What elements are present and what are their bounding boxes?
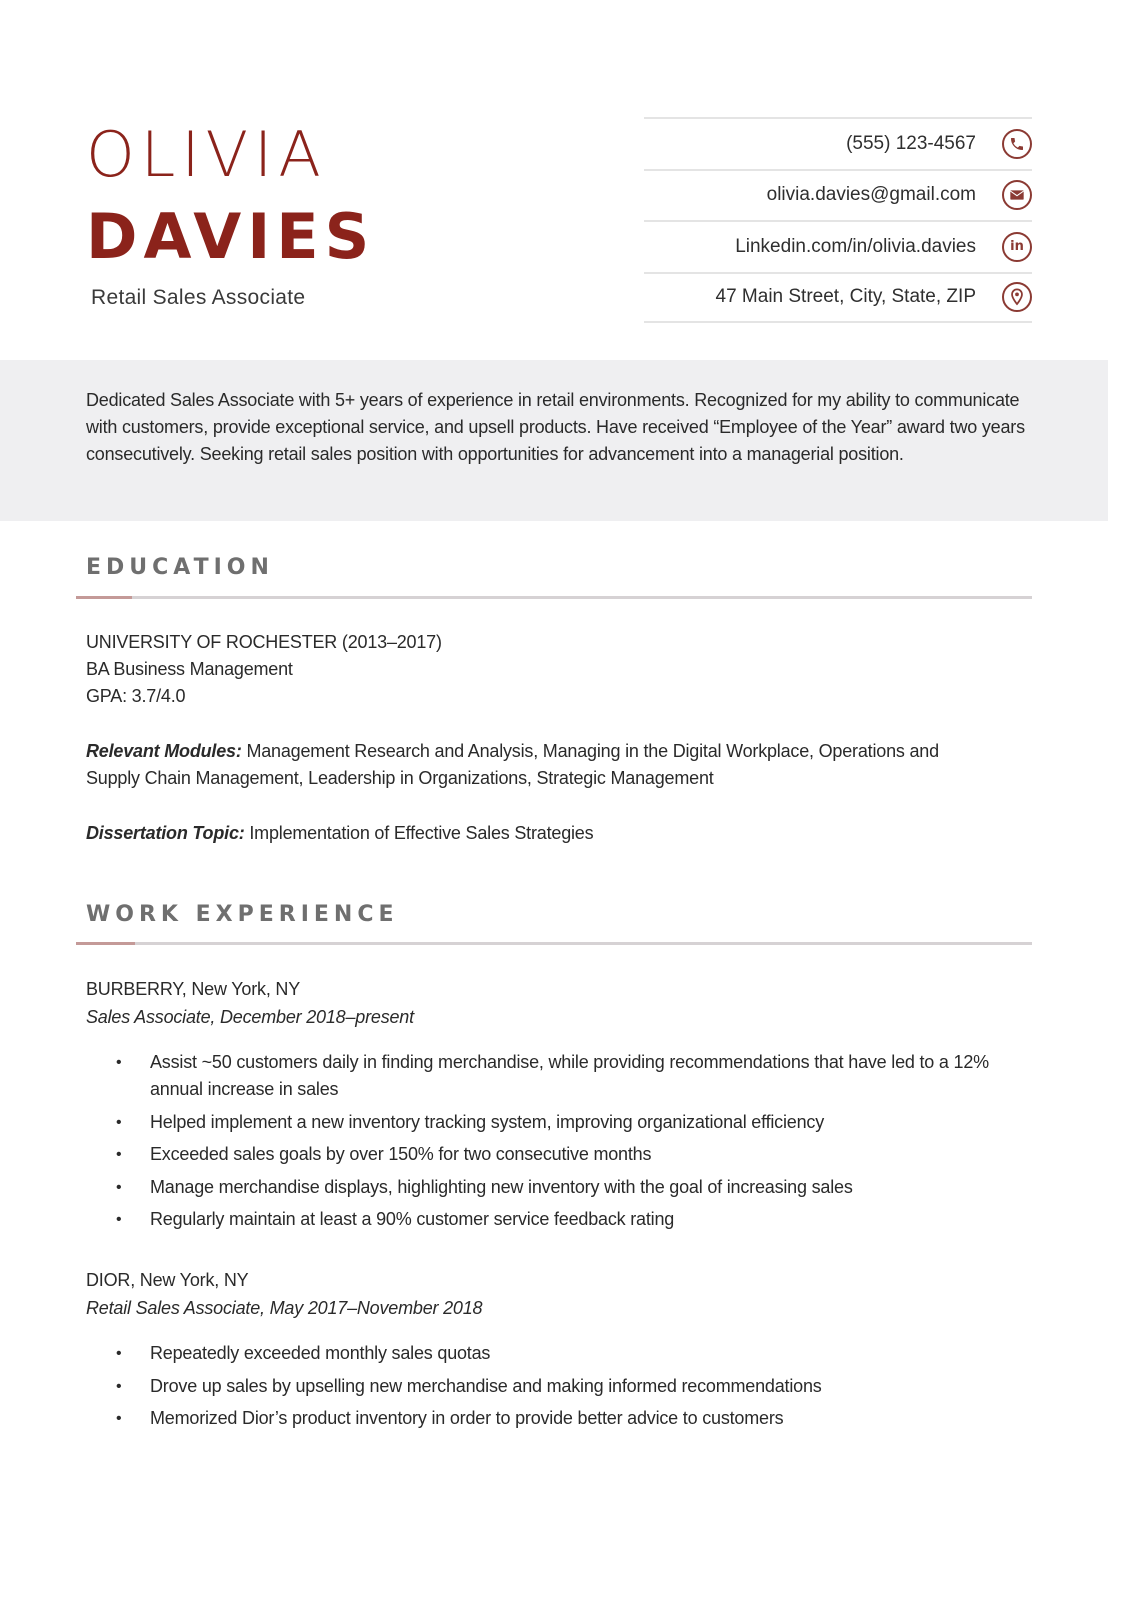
dissertation-label: Dissertation Topic: (86, 823, 245, 843)
gpa: GPA: 3.7/4.0 (86, 686, 186, 706)
bullet-item: • Exceeded sales goals by over 150% for two consecutive months (116, 1144, 652, 1164)
bullet-item: • Helped implement a new inventory tracking system, improving organizational efficiency (116, 1111, 824, 1132)
bullet-item: • Memorized Dior’s product inventory in order to provide better advice to customers (116, 1408, 784, 1428)
job-bullets (116, 1049, 1026, 1239)
bullet-item: • Regularly maintain at least a 90% customer service feedback rating (116, 1209, 675, 1229)
bullet-item: • Manage merchandise displays, highlighting new inventory with the goal of increasing sales (116, 1176, 853, 1197)
contact-address (644, 272, 1032, 324)
modules-text: Management Research and Analysis, Managing in the Digital Workplace, Operations and Supply Chain Management, Leadership in Organizations, Strategic Management (86, 741, 939, 788)
job-role: Retail Sales Associate, May 2017–November 2018 (86, 1298, 483, 1318)
contact-email (644, 169, 1032, 221)
relevant-modules (86, 738, 986, 792)
phone-text[interactable]: (555) 123-4567 (846, 132, 976, 154)
linkedin-glyph: in (1010, 239, 1024, 255)
phone-icon (1002, 129, 1032, 159)
linkedin-icon (1002, 232, 1032, 262)
job-bullets (116, 1340, 1026, 1438)
education-divider (76, 596, 1032, 599)
summary-text: Dedicated Sales Associate with 5+ years of experience in retail environments. Recognized for my ability to communicate with customers, provide exceptional service, and upsell products. Have received “Employee of the Year” award two years consecutively. Seeking retail sales position with opportunities for advancement into a managerial position. (86, 390, 1025, 464)
first-name: OLIVIA (86, 118, 327, 191)
job-role: Sales Associate, December 2018–present (86, 1007, 414, 1027)
last-name: DAVIES (86, 200, 376, 273)
modules-label: Relevant Modules: (86, 741, 242, 761)
bullet-item: • Assist ~50 customers daily in finding merchandise, while providing recommendations that have led to a 12% annual increase in sales (116, 1052, 989, 1099)
linkedin-text[interactable]: Linkedin.com/in/olivia.davies (735, 235, 976, 257)
divider-accent (76, 596, 132, 599)
email-text[interactable]: olivia.davies@gmail.com (766, 184, 976, 206)
summary-section (0, 360, 1108, 521)
job-employer: DIOR, New York, NY (86, 1270, 249, 1290)
job-title: Retail Sales Associate (91, 286, 306, 309)
education-heading: EDUCATION (86, 555, 274, 580)
experience-heading: WORK EXPERIENCE (86, 902, 399, 927)
bullet-item: • Drove up sales by upselling new merchandise and making informed recommendations (116, 1375, 822, 1396)
email-icon (1002, 180, 1032, 210)
divider-accent (76, 942, 135, 945)
contact-list (644, 117, 1032, 323)
experience-divider (76, 942, 1032, 945)
contact-phone (644, 117, 1032, 169)
bullet-item: • Repeatedly exceeded monthly sales quotas (116, 1343, 491, 1363)
school: UNIVERSITY OF ROCHESTER (2013–2017) (86, 632, 442, 652)
address-text: 47 Main Street, City, State, ZIP (715, 286, 976, 308)
contact-linkedin (644, 220, 1032, 272)
dissertation (86, 820, 986, 847)
degree: BA Business Management (86, 659, 293, 679)
location-pin-icon (1002, 282, 1032, 312)
job-employer: BURBERRY, New York, NY (86, 979, 301, 999)
dissertation-text: Implementation of Effective Sales Strategies (244, 823, 594, 843)
